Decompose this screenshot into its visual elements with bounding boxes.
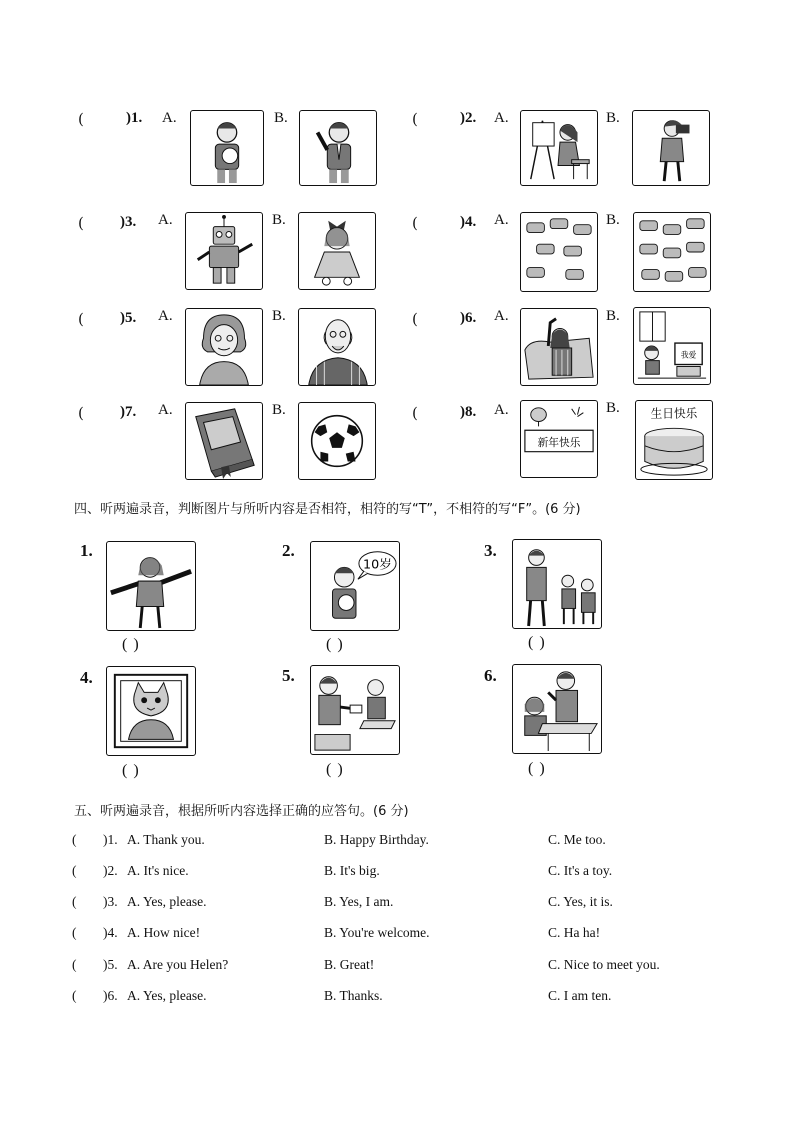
question-number: )7. bbox=[120, 404, 137, 420]
football-picture[interactable] bbox=[298, 402, 376, 480]
section-4-title: 四、听两遍录音，判断图片与所听内容是否相符，相符的写“T”，不相符的写“F”。(6 分) bbox=[74, 502, 581, 517]
option-label-b: B. bbox=[272, 308, 286, 324]
question-number: )5. bbox=[120, 310, 137, 326]
question-number: )8. bbox=[460, 404, 477, 420]
cake-text: 生日快乐 bbox=[650, 406, 698, 421]
item-number: 2. bbox=[282, 541, 295, 560]
question-number: )2. bbox=[103, 863, 118, 878]
answer-blank[interactable]: ( ) bbox=[326, 636, 344, 653]
answer-paren-open: ( bbox=[72, 925, 77, 940]
answer-blank[interactable]: ( ) bbox=[528, 760, 546, 777]
option-b[interactable]: B. Happy Birthday. bbox=[324, 832, 429, 847]
teacher-and-students-picture[interactable] bbox=[512, 539, 602, 629]
answer-blank[interactable]: ( ) bbox=[122, 636, 140, 653]
option-a[interactable]: A. How nice! bbox=[127, 925, 201, 940]
new-year-banner-picture[interactable] bbox=[520, 400, 598, 478]
woman-stretching-arms-picture[interactable] bbox=[106, 541, 196, 631]
question-number: )3. bbox=[120, 214, 137, 230]
option-label-a: A. bbox=[494, 212, 509, 228]
option-b[interactable]: B. You're welcome. bbox=[324, 925, 430, 940]
item-number: 6. bbox=[484, 666, 497, 685]
option-b[interactable]: B. It's big. bbox=[324, 863, 380, 878]
girl-taking-photo-picture[interactable] bbox=[632, 110, 710, 186]
answer-paren-open: ( bbox=[412, 214, 418, 232]
answer-paren-open: ( bbox=[78, 404, 84, 422]
question-number: )4. bbox=[103, 925, 118, 940]
nine-toy-cars-picture[interactable] bbox=[633, 212, 711, 292]
option-a[interactable]: A. Yes, please. bbox=[127, 988, 207, 1003]
option-label-a: A. bbox=[162, 110, 177, 126]
option-label-a: A. bbox=[494, 110, 509, 126]
boy-holding-ball-picture[interactable] bbox=[190, 110, 264, 186]
item-number: 1. bbox=[80, 541, 93, 560]
question-number: )4. bbox=[460, 214, 477, 230]
answer-paren-open: ( bbox=[72, 832, 77, 847]
option-c[interactable]: C. Me too. bbox=[548, 832, 606, 847]
answer-paren-open: ( bbox=[412, 404, 418, 422]
option-a[interactable]: A. Are you Helen? bbox=[127, 957, 229, 972]
robot-toy-picture[interactable] bbox=[185, 212, 263, 290]
option-b[interactable]: B. Great! bbox=[324, 957, 375, 972]
boy-age-ten-picture[interactable] bbox=[310, 541, 400, 631]
option-c[interactable]: C. Nice to meet you. bbox=[548, 957, 660, 972]
answer-paren-open: ( bbox=[72, 988, 77, 1003]
option-label-a: A. bbox=[158, 308, 173, 324]
option-a[interactable]: A. It's nice. bbox=[127, 863, 189, 878]
seven-toy-cars-picture[interactable] bbox=[520, 212, 598, 292]
answer-blank[interactable]: ( ) bbox=[528, 634, 546, 651]
section-5-title: 五、听两遍录音，根据所听内容选择正确的应答句。(6 分) bbox=[74, 804, 409, 819]
birthday-cake-picture[interactable] bbox=[635, 400, 713, 480]
answer-paren-open: ( bbox=[412, 310, 418, 328]
answer-paren-open: ( bbox=[72, 957, 77, 972]
option-label-b: B. bbox=[272, 212, 286, 228]
option-b[interactable]: B. Thanks. bbox=[324, 988, 383, 1003]
question-number: )6. bbox=[103, 988, 118, 1003]
option-a[interactable]: A. Thank you. bbox=[127, 832, 205, 847]
option-label-b: B. bbox=[606, 212, 620, 228]
question-number: )2. bbox=[460, 110, 477, 126]
option-label-b: B. bbox=[274, 110, 288, 126]
item-number: 3. bbox=[484, 541, 497, 560]
answer-paren-open: ( bbox=[412, 110, 418, 128]
grandpa-portrait-picture[interactable] bbox=[298, 308, 376, 386]
option-label-b: B. bbox=[606, 400, 620, 416]
boy-greeting-seated-teacher-picture[interactable] bbox=[512, 664, 602, 754]
girl-drawing-at-easel-picture[interactable] bbox=[520, 110, 598, 186]
option-label-b: B. bbox=[272, 402, 286, 418]
doll-toy-picture[interactable] bbox=[298, 212, 376, 290]
classroom-teacher-handing-picture[interactable] bbox=[310, 665, 400, 755]
age-bubble-text: 10岁 bbox=[363, 556, 392, 572]
question-number: )1. bbox=[126, 110, 143, 126]
banner-text: 新年快乐 bbox=[537, 435, 581, 449]
answer-paren-open: ( bbox=[78, 214, 84, 232]
option-label-b: B. bbox=[606, 308, 620, 324]
tv-screen-text: 我爱 bbox=[680, 350, 697, 360]
option-b[interactable]: B. Yes, I am. bbox=[324, 894, 394, 909]
item-number: 5. bbox=[282, 666, 295, 685]
answer-paren-open: ( bbox=[78, 310, 84, 328]
answer-paren-open: ( bbox=[78, 110, 84, 128]
answer-blank[interactable]: ( ) bbox=[122, 762, 140, 779]
book-picture[interactable] bbox=[185, 402, 263, 480]
answer-paren-open: ( bbox=[72, 863, 77, 878]
grandma-portrait-picture[interactable] bbox=[185, 308, 263, 386]
girl-on-sofa-picture[interactable] bbox=[520, 308, 598, 386]
question-number: )3. bbox=[103, 894, 118, 909]
option-label-a: A. bbox=[158, 402, 173, 418]
answer-blank[interactable]: ( ) bbox=[326, 761, 344, 778]
option-c[interactable]: C. Yes, it is. bbox=[548, 894, 613, 909]
cat-portrait-frame-picture[interactable] bbox=[106, 666, 196, 756]
question-number: )1. bbox=[103, 832, 118, 847]
option-label-a: A. bbox=[494, 402, 509, 418]
option-label-a: A. bbox=[494, 308, 509, 324]
question-number: )6. bbox=[460, 310, 477, 326]
boy-waving-picture[interactable] bbox=[299, 110, 377, 186]
option-label-b: B. bbox=[606, 110, 620, 126]
boy-watching-tv-picture[interactable] bbox=[633, 307, 711, 385]
item-number: 4. bbox=[80, 668, 93, 687]
option-c[interactable]: C. I am ten. bbox=[548, 988, 612, 1003]
option-c[interactable]: C. Ha ha! bbox=[548, 925, 601, 940]
answer-paren-open: ( bbox=[72, 894, 77, 909]
option-c[interactable]: C. It's a toy. bbox=[548, 863, 613, 878]
option-a[interactable]: A. Yes, please. bbox=[127, 894, 207, 909]
option-label-a: A. bbox=[158, 212, 173, 228]
question-number: )5. bbox=[103, 957, 118, 972]
